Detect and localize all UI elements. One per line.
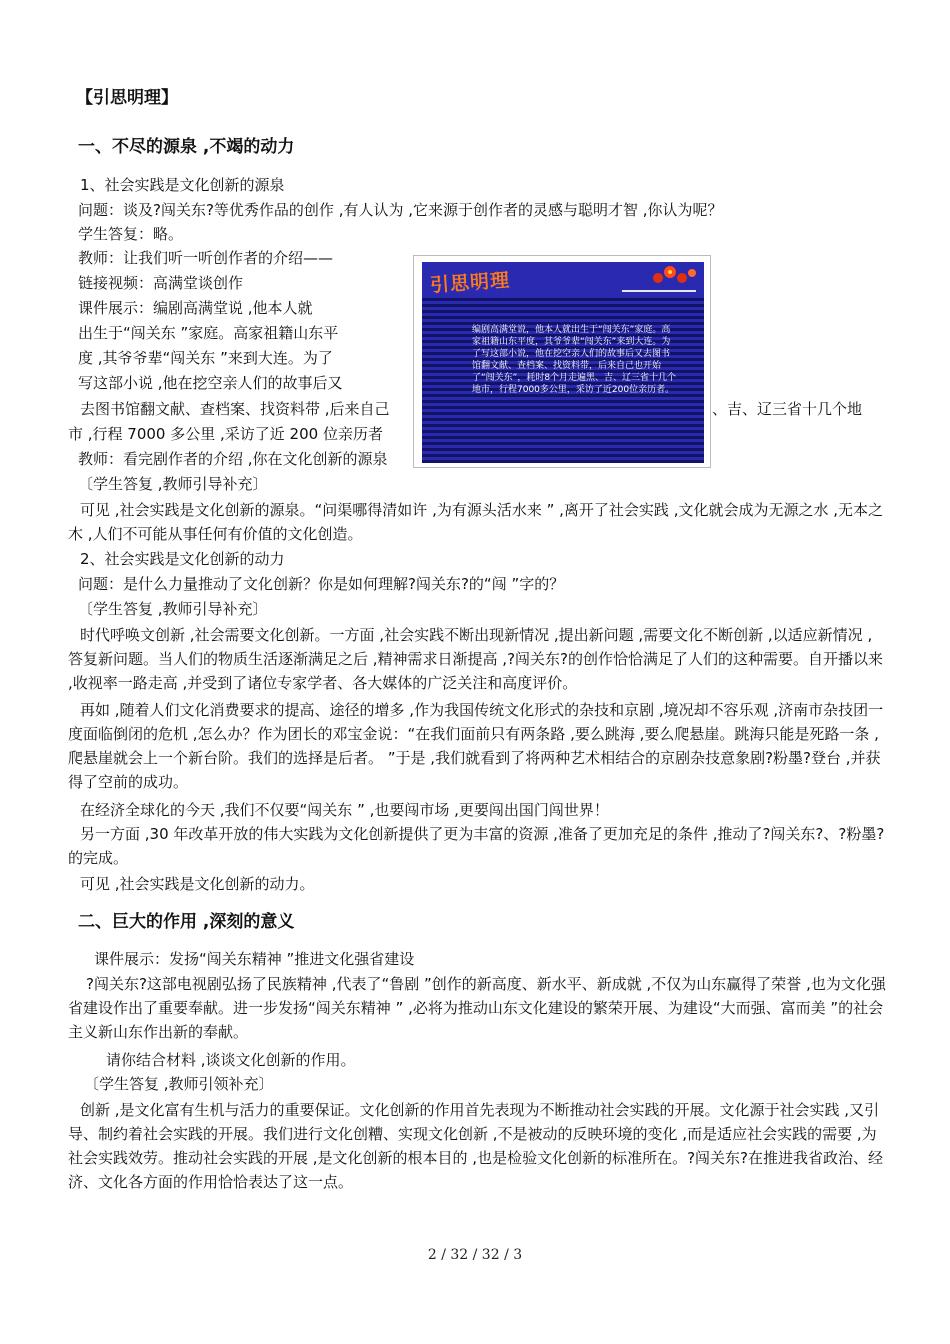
paragraph-acrobatics: 再如 ,随着人们文化消费要求的提高、途径的增多 ,作为我国传统文化形式的杂技和京剧 ,境况却不容乐观 ,济南市杂技团一度面临倒闭的危机 ,怎么办？作为团长的邓宝金说：“在我们面前只有两条路 ,要么跳海 ,要么爬悬崖。跳海只能是死路一条 ,爬悬崖就会上一个新台阶。我们的选择是后者。 ”于是 ,我们就看到了将两种艺术相结合的京剧杂技意象剧?粉墨?登台 ,并获得了空前的成功。 [68,701,884,791]
question-1: 问题：谈及?闯关东?等优秀作品的创作 ,有人认为 ,它来源于创作者的灵感与聪明才智 ,你认为呢？ [78,201,723,219]
body-line-8: 度 ,其爷爷辈“闯关东 ”来到大连。为了 [78,349,333,367]
body-line-10-right: 、吉、辽三省十几个地 [712,400,863,418]
slide-image [413,255,711,468]
teacher-line-1: 教师：让我们听一听创作者的介绍—— [78,249,334,267]
student-answer-1: 学生答复：略。 [78,225,184,243]
body-line-7: 出生于“闯关东 ”家庭。高家祖籍山东平 [78,324,339,342]
slide-title-rule [622,290,696,292]
subheading-1: 1、社会实践是文化创新的源泉 [80,176,285,194]
conclusion-line: 可见 ,社会实践是文化创新的动力。 [80,875,315,893]
courseware-line-2: 课件展示：发扬“闯关东精神 ”推进文化强省建设 [94,950,415,968]
student-answer-2: 〔学生答复 ,教师引导补充〕 [78,475,268,493]
slide-title: 引思明理 [429,269,511,297]
paragraph-source: 可见 ,社会实践是文化创新的源泉。“问渠哪得清如许 ,为有源头活水来 ” ,离开了社会实践 ,文化就会成为无源之水 ,无本之木 ,人们不可能从事任何有价值的文化创造。 [68,501,883,543]
subheading-2: 2、社会实践是文化创新的动力 [80,550,285,568]
flower-icon [648,264,702,290]
question-2: 问题：是什么力量推动了文化创新？你是如何理解?闯关东?的“闯 ”字的？ [78,575,565,593]
paragraph-reform: 另一方面 ,30 年改革开放的伟大实践为文化创新提供了更为丰富的资源 ,准备了更加充足的条件 ,推动了?闯关东?、?粉墨?的完成。 [68,825,885,867]
slide-body-text: 编剧高满堂说，他本人就出生于“闯关东”家庭。高家祖籍山东平度，其爷爷辈“闯关东”来到大连。为了写这部小说，他在挖空亲人们的故事后又去图书馆翻文献、查档案、找资料带，后来自己也开始了“闯关东”，耗时8个月走遍黑、吉、辽三省十几个地市，行程7000多公里，采访了近200位亲历者。 [472,325,677,395]
section-heading-bracket: 【引思明理】 [76,88,178,108]
courseware-line: 课件展示：编剧高满堂说 ,他本人就 [78,299,313,317]
task-line: 请你结合材料 ,谈谈文化创新的作用。 [106,1051,356,1069]
body-line-9: 写这部小说 ,他在挖空亲人们的故事后又 [78,374,343,392]
paragraph-globalization: 在经济全球化的今天 ,我们不仅要“闯关东 ” ,也要闯市场 ,更要闯出国门闯世界！ [80,801,609,819]
teacher-line-2: 教师：看完剧作者的介绍 ,你在文化创新的源泉 [78,450,388,468]
section-1-title: 一、不尽的源泉 ,不竭的动力 [78,137,295,157]
page-footer: 2 / 32 / 32 / 3 [427,1247,523,1263]
paragraph-innovation: 创新 ,是文化富有生机与活力的重要保证。文化创新的作用首先表现为不断推动社会实践的开展。文化源于社会实践 ,又引导、制约着社会实践的开展。我们进行文化创糟、实现文化创新 ,不是被动的反映环境的变化 ,而是适应社会实践的需要 ,为社会实践效劳。推动社会实践的开展 ,是文化创新的根本目的 ,也是检验文化创新的标准所在。?闯关东?在推进我省政治、经济、文化各方面的作用恰恰表达了这一点。 [68,1101,884,1191]
section-2-title: 二、巨大的作用 ,深刻的意义 [78,912,295,932]
video-link-line: 链接视频：高满堂谈创作 [78,274,244,292]
paragraph-spirit: ?闯关东?这部电视剧弘扬了民族精神 ,代表了“鲁剧 ”创作的新高度、新水平、新成就 ,不仅为山东赢得了荣誉 ,也为文化强省建设作出了重要奉献。进一步发扬“闯关东精神 ” ,必将为推动山东文化建设的繁荣开展、为建设“大而强、富而美 ”的社会主义新山东作出新的奉献。 [68,975,886,1041]
student-answer-4: 〔学生答复 ,教师引领补充〕 [84,1075,274,1093]
student-answer-3: 〔学生答复 ,教师引导补充〕 [78,600,268,618]
body-line-11: 市 ,行程 7000 多公里 ,采访了近 200 位亲历者 [68,425,383,443]
slide-background [422,262,704,463]
body-line-10-left: 去图书馆翻文献、查档案、找资料带 ,后来自己 [80,400,390,418]
paragraph-era: 时代呼唤文创新 ,社会需要文化创新。一方面 ,社会实践不断出现新情况 ,提出新问题 ,需要文化不断创新 ,以适应新情况 ,答复新问题。当人们的物质生活逐渐满足之后 ,精神需求日渐提高 ,?闯关东?的创作恰恰满足了人们的这种需要。自开播以来 ,收视率一路走高 ,并受到了诸位专家学者、各大媒体的广泛关注和高度评价。 [68,626,884,692]
